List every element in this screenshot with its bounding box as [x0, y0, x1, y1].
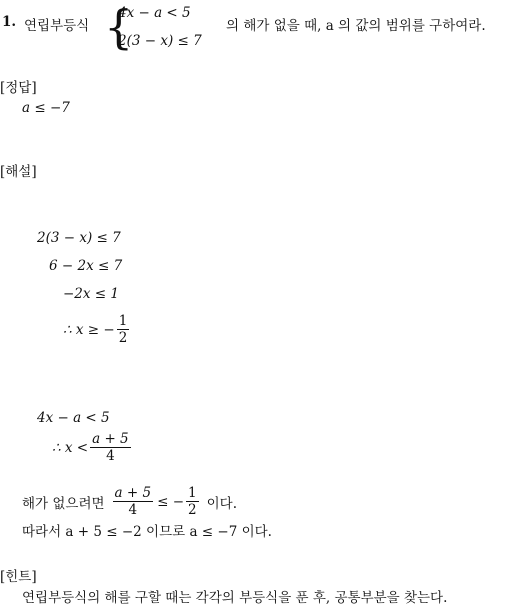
problem-question: 의 해가 없을 때, a 의 값의 범위를 구하여라. — [226, 18, 486, 34]
result-2-numerator: a + 5 — [92, 431, 129, 447]
solution-step: −2x ≤ 1 — [63, 286, 119, 302]
answer-label: [정답] — [0, 80, 37, 96]
result-1-denominator: 2 — [118, 330, 128, 347]
system-inequality-1: 4x − a < 5 — [118, 5, 191, 21]
solution-result-1 — [63, 314, 131, 345]
conclusion-1-denominator-2: 2 — [188, 502, 197, 519]
solution-step: 2(3 − x) ≤ 7 — [37, 230, 121, 246]
result-2-denominator: 4 — [106, 448, 115, 465]
result-1-lhs: ∴ x ≥ − — [63, 321, 115, 338]
hint-label: [힌트] — [0, 569, 37, 585]
solution-step: 6 − 2x ≤ 7 — [49, 258, 123, 274]
result-1-numerator: 1 — [118, 313, 128, 329]
solution-result-2 — [52, 432, 133, 463]
result-2-lhs: ∴ x < — [52, 439, 89, 456]
system-inequality-2: 2(3 − x) ≤ 7 — [118, 33, 202, 49]
solution-conclusion-1 — [22, 486, 237, 517]
conclusion-1-denominator: 4 — [128, 502, 138, 519]
hint-text: 연립부등식의 해를 구할 때는 각각의 부등식을 푼 후, 공통부분을 찾는다. — [22, 590, 448, 606]
problem-intro: 연립부등식 — [24, 18, 90, 34]
solution-conclusion-2: 따라서 a + 5 ≤ −2 이므로 a ≤ −7 이다. — [22, 524, 272, 540]
solution-label: [해설] — [0, 164, 37, 180]
conclusion-1-numerator-2: 1 — [188, 485, 197, 501]
problem-number: 1. — [2, 14, 17, 30]
conclusion-1-prefix: 해가 없으려면 — [22, 495, 105, 512]
conclusion-1-mid: ≤ − — [157, 493, 185, 510]
conclusion-1-numerator: a + 5 — [114, 485, 152, 501]
solution-step: 4x − a < 5 — [37, 410, 110, 426]
conclusion-1-suffix: 이다. — [206, 495, 237, 512]
system-brace: { — [104, 0, 134, 54]
answer-value: a ≤ −7 — [22, 100, 70, 116]
